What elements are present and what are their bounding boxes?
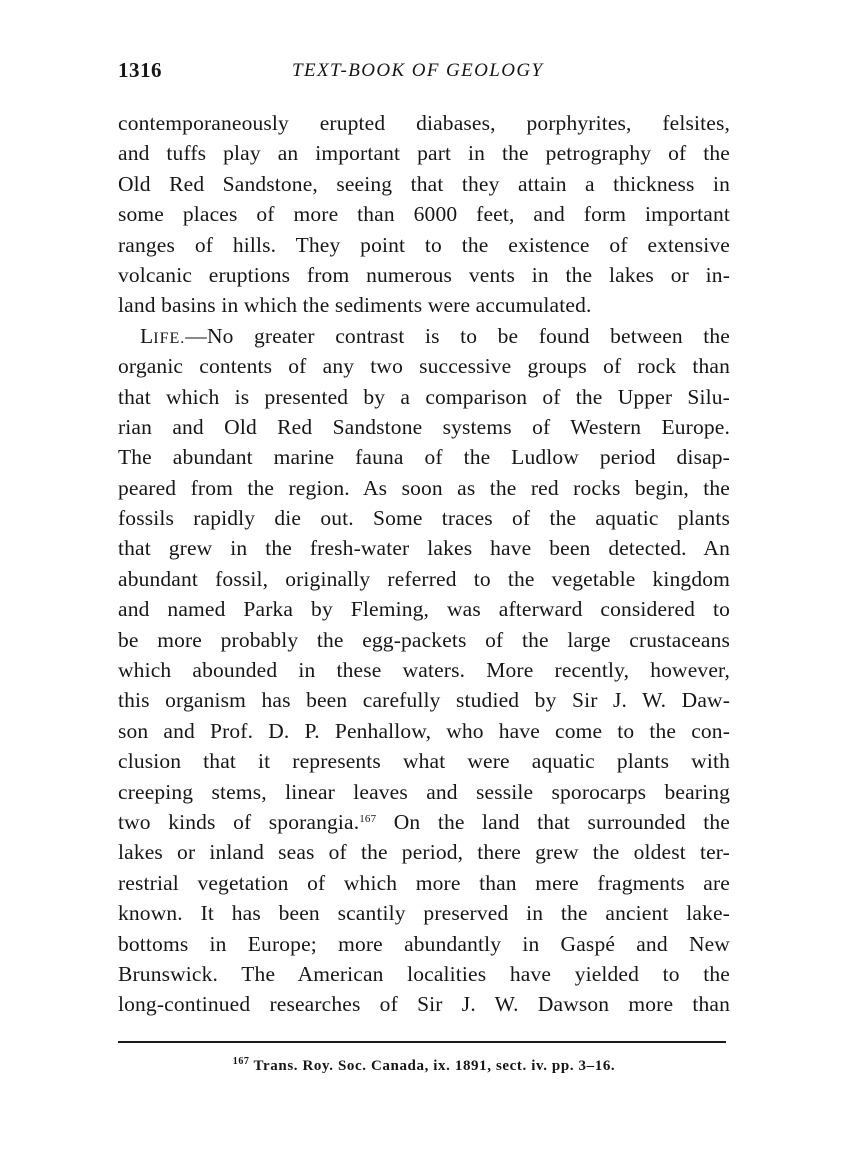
running-title: TEXT-BOOK OF GEOLOGY <box>292 60 544 81</box>
section-heading-line <box>118 321 730 351</box>
text-line: bottoms in Europe; more abundantly in Gaspé and New <box>118 931 730 956</box>
footnote-reference[interactable]: 167 <box>359 812 377 825</box>
text-line: restrial vegetation of which more than mere fragments are <box>118 870 730 895</box>
text-line: that which is presented by a comparison of the Upper Silu- <box>118 384 730 409</box>
text-line: organic contents of any two successive groups of rock than <box>118 354 730 379</box>
text-line: The abundant marine fauna of the Ludlow period disap- <box>118 445 730 470</box>
section-heading-initial: L <box>140 323 154 348</box>
text-line: and tuffs play an important part in the petrography of the <box>118 141 730 166</box>
text-line: son and Prof. D. P. Penhallow, who have come to the con- <box>118 718 730 743</box>
footnote <box>118 1058 730 1075</box>
text-line: that grew in the fresh-water lakes have been detected. An <box>118 536 730 561</box>
text-line: which abounded in these waters. More recently, however, <box>118 658 730 683</box>
text-line-rest: —No greater contrast is to be found between the <box>185 323 730 348</box>
footnote-divider <box>118 1041 726 1043</box>
text-line: peared from the region. As soon as the red rocks begin, the <box>118 475 730 500</box>
text-line: Brunswick. The American localities have yielded to the <box>118 961 730 986</box>
page-number: 1316 <box>118 58 162 82</box>
text-line: be more probably the egg-packets of the large crustaceans <box>118 627 730 652</box>
text-line: lakes or inland seas of the period, there grew the oldest ter- <box>118 840 730 865</box>
text-line: fossils rapidly die out. Some traces of the aquatic plants <box>118 506 730 531</box>
text-line: ranges of hills. They point to the existence of extensive <box>118 232 730 257</box>
text-line: land basins in which the sediments were accumulated. <box>118 293 592 318</box>
text-line: and named Parka by Fleming, was afterward considered to <box>118 597 730 622</box>
text-line: this organism has been carefully studied by Sir J. W. Daw- <box>118 688 730 713</box>
section-heading-rest: IFE. <box>153 329 186 347</box>
footnote-text: Trans. Roy. Soc. Canada, ix. 1891, sect. iv. pp. 3–16. <box>253 1058 616 1074</box>
body-text <box>118 108 730 1020</box>
text-line: long-continued researches of Sir J. W. Dawson more than <box>118 992 730 1017</box>
text-line: creeping stems, linear leaves and sessile sporocarps bearing <box>118 779 730 804</box>
text-line: known. It has been scantily preserved in the ancient lake- <box>118 901 730 926</box>
text-line: Old Red Sandstone, seeing that they attain a thickness in <box>118 171 730 196</box>
text-line: clusion that it represents what were aquatic plants with <box>118 749 730 774</box>
text-line: contemporaneously erupted diabases, porphyrites, felsites, <box>118 111 730 135</box>
text-line-before-ref: two kinds of sporangia. <box>118 809 360 834</box>
footnote-mark: 167 <box>232 1056 250 1067</box>
text-line-with-footnote <box>118 807 730 837</box>
text-line: some places of more than 6000 feet, and form important <box>118 202 730 227</box>
page-header <box>118 58 730 92</box>
text-line: rian and Old Red Sandstone systems of Western Europe. <box>118 414 730 439</box>
text-line: abundant fossil, originally referred to the vegetable kingdom <box>118 566 730 591</box>
text-line-after-ref: On the land that surrounded the <box>376 809 730 834</box>
text-line: volcanic eruptions from numerous vents in the lakes or in- <box>118 262 730 287</box>
